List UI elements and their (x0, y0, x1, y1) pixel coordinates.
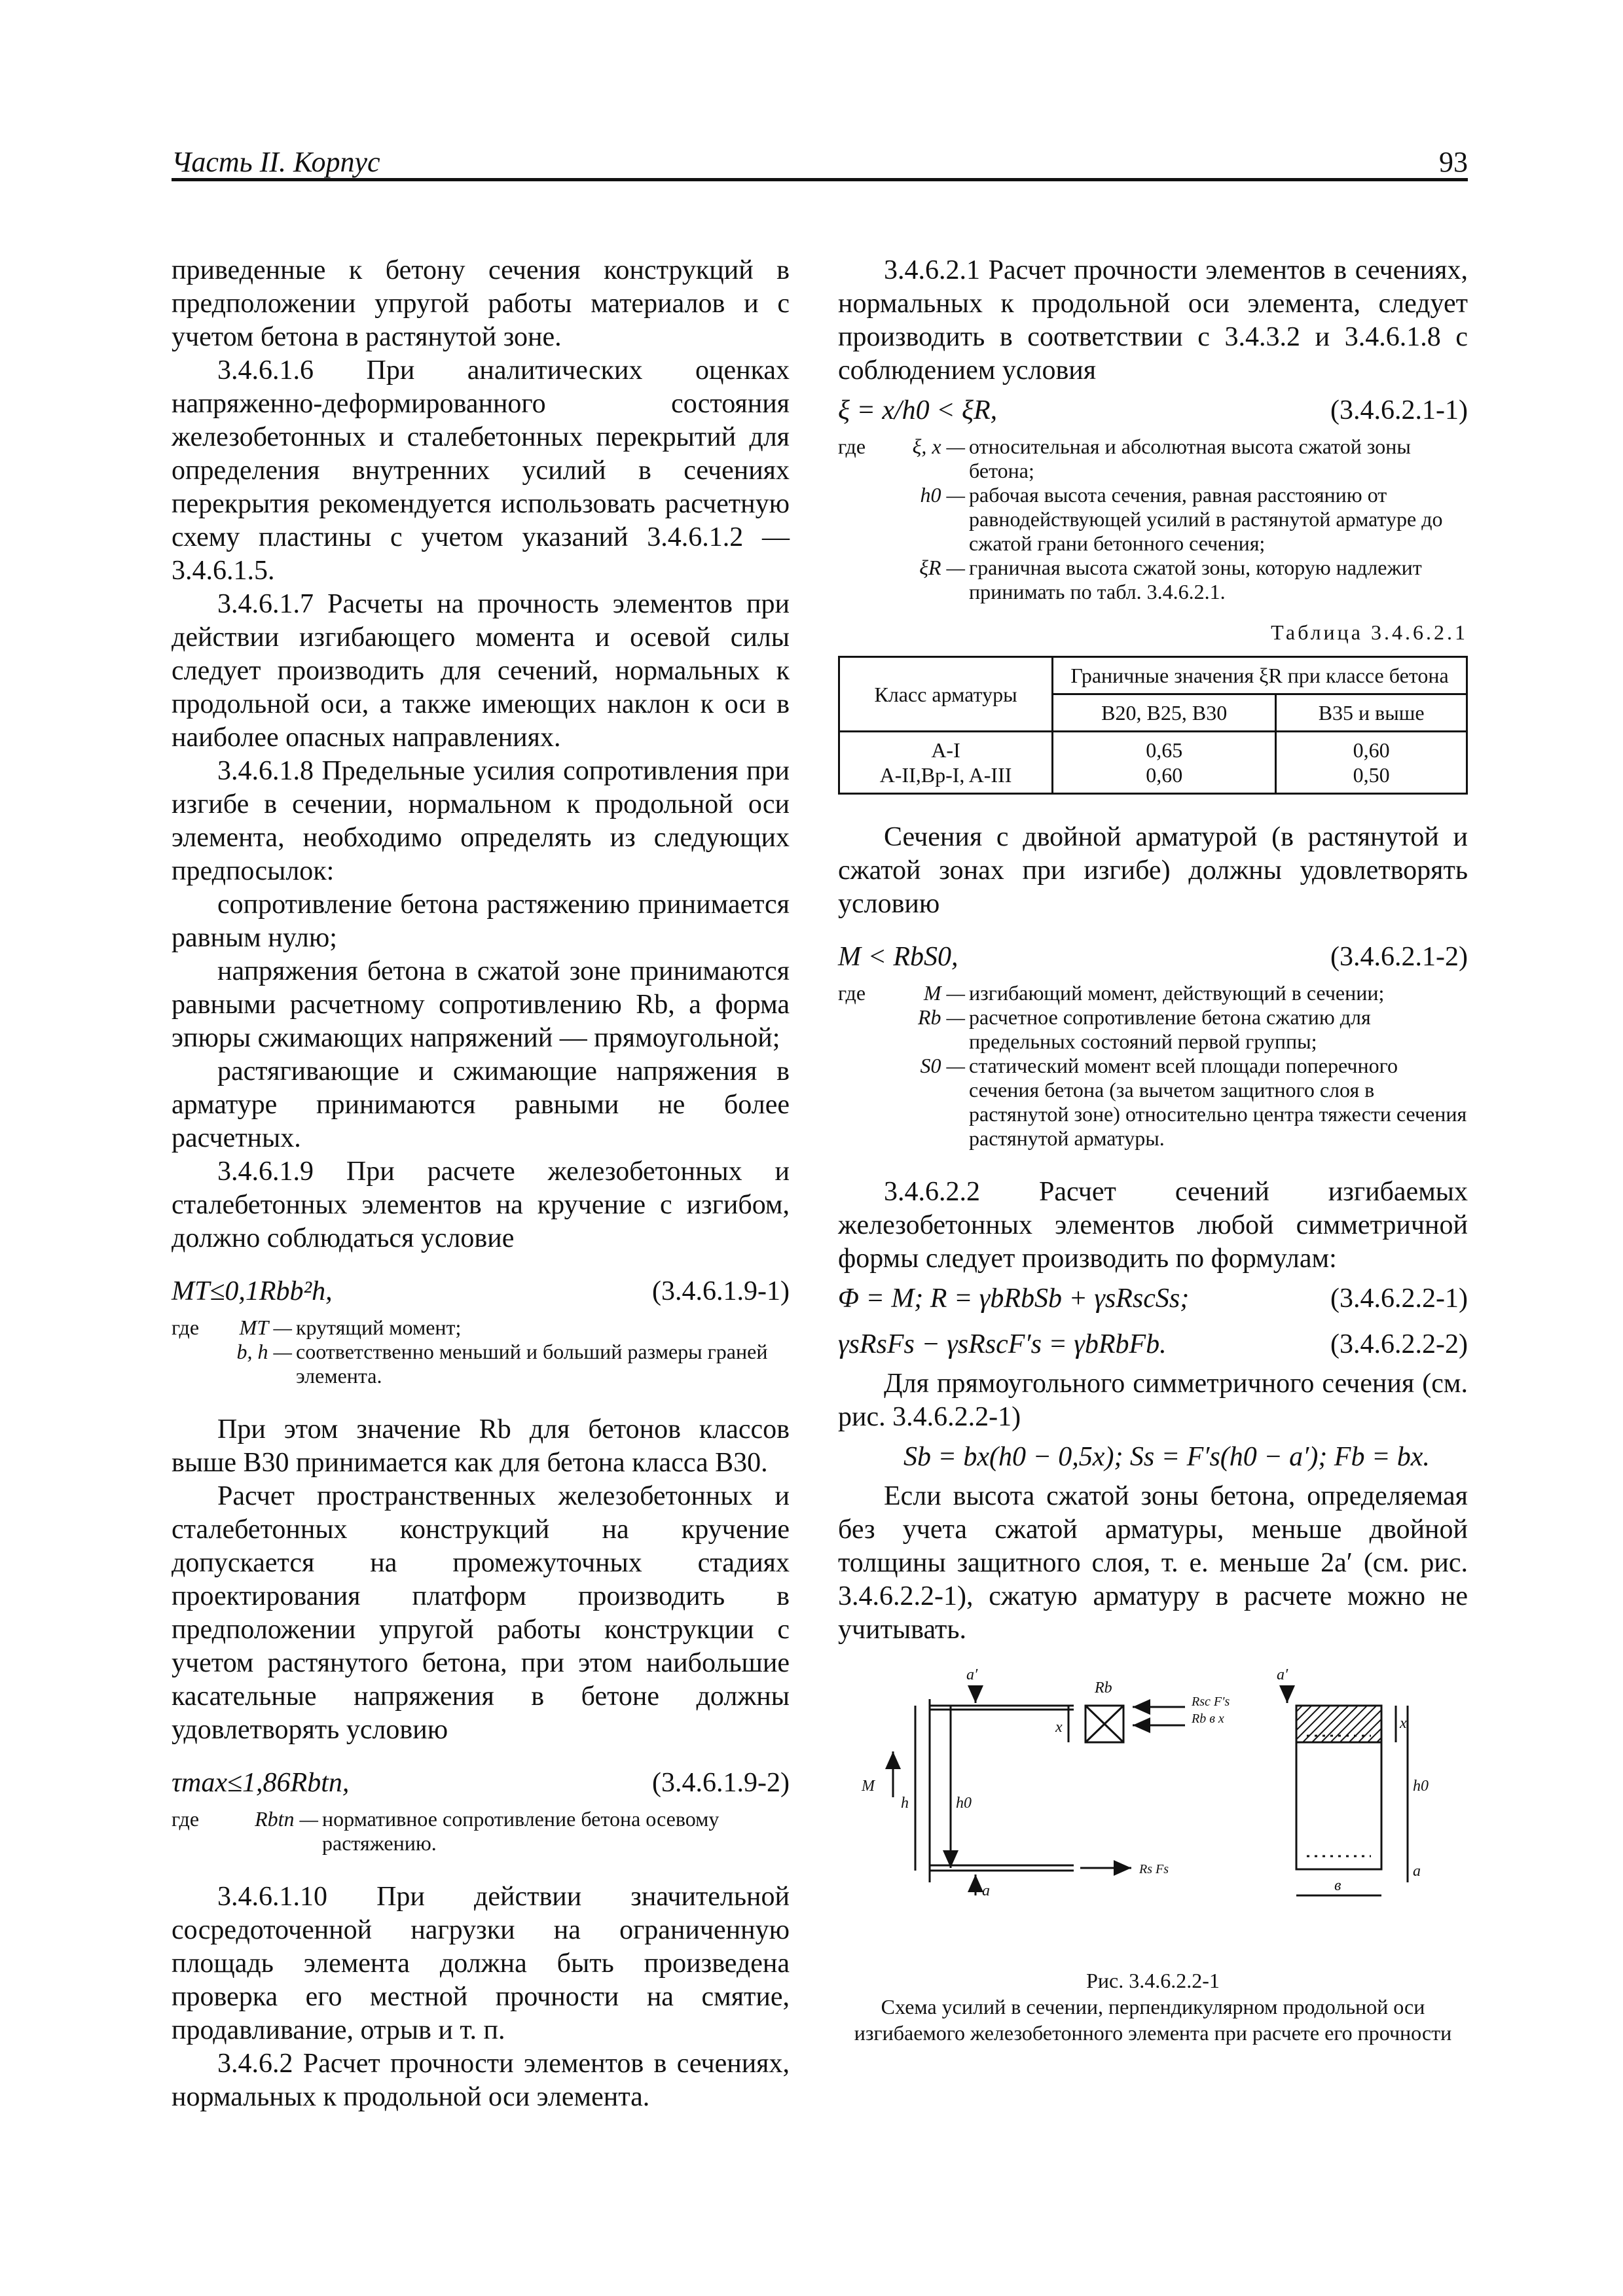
label-x2: x (1400, 1715, 1407, 1732)
paragraph: Сечения с двойной арматурой (в растянутой и сжатой зонах при изгибе) должны удовлетворять условию (838, 822, 1468, 919)
label-b: в (1334, 1877, 1341, 1894)
label-rbbx: Rb в x (1192, 1712, 1224, 1726)
label-a-top2: a′ (1277, 1666, 1288, 1683)
label-x: x (1055, 1719, 1063, 1736)
table-caption: Таблица 3.4.6.2.1 (1271, 620, 1468, 644)
label-rs: Rs Fs (1139, 1862, 1169, 1876)
where-block (838, 981, 1468, 1151)
formula-expression: ξ = x/h0 < ξR, (838, 395, 998, 425)
formula (838, 1434, 1468, 1480)
label-h0: h0 (956, 1795, 972, 1812)
where-row: Rb — расчетное сопротивление бетона сжатию для предельных состояний первой группы; (918, 1005, 1371, 1053)
table-row (839, 732, 1467, 794)
formula-number: (3.4.6.2.2-2) (1330, 1329, 1468, 1359)
table-cell: 0,60 0,50 (1276, 732, 1467, 794)
paragraph: 3.4.6.2.2 Расчет сечений изгибаемых железобетонных элементов любой симметричной формы следует производить по формулам: (838, 1177, 1468, 1274)
label-a-bottom: a (982, 1882, 990, 1899)
label-a2: a (1413, 1863, 1421, 1880)
paragraph: Расчет пространственных железобетонных и сталебетонных конструкций на кручение допускается на промежуточных стадиях проектирования платформ производить в предположении упругой работы конструкции с учетом растянутого бетона, при этом наибольшие касательные напряжения в бетоне должны удовлетворять условию (172, 1481, 790, 1745)
running-header (172, 145, 1468, 179)
where-block (172, 1316, 790, 1388)
paragraph: напряжения бетона в сжатой зоне принимаются равными расчетному сопротивлению Rb, а форма эпюры сжимающих напряжений — прямоугольной; (172, 956, 790, 1053)
cross-section (1287, 1686, 1408, 1895)
right-column (838, 254, 1468, 2046)
formula-expression: Φ = M; R = γbRbSb + γsRscSs; (838, 1283, 1190, 1314)
formula-number: (3.4.6.2.1-1) (1330, 395, 1468, 425)
figure (838, 1660, 1468, 1961)
formula-expression: γsRsFs − γsRscF′s = γbRbFb. (838, 1329, 1167, 1359)
table-header-cell: Класс арматуры (839, 657, 1053, 732)
where-row: h0 — рабочая высота сечения, равная расстоянию от равнодействующей усилий в растянутой арматуре до сжатой грани бетонного сечения; (920, 483, 1443, 555)
paragraph: 3.4.6.2.1 Расчет прочности элементов в сечениях, нормальных к продольной оси элемента, следует производить в соответствии с 3.4.3.2 и 3.4.6.1.8 с соблюдением условия (838, 255, 1468, 386)
formula-number: (3.4.6.1.9-2) (652, 1768, 790, 1798)
section-diagram (838, 1660, 1468, 1961)
formula (838, 1321, 1468, 1367)
table-cell: 0,65 0,60 (1053, 732, 1276, 794)
left-column (172, 254, 790, 2114)
where-row: ξR — граничная высота сжатой зоны, которую надлежит принимать по табл. 3.4.6.2.1. (919, 556, 1422, 603)
formula (172, 1760, 790, 1806)
part-title: Часть II. Корпус (172, 146, 380, 178)
formula-number: (3.4.6.1.9-1) (652, 1276, 790, 1306)
formula-expression: τmax≤1,86Rbtn, (172, 1768, 350, 1798)
formula (172, 1268, 790, 1314)
paragraph: 3.4.6.1.9 При расчете железобетонных и сталебетонных элементов на кручение с изгибом, должно соблюдаться условие (172, 1157, 790, 1253)
formula (838, 1276, 1468, 1321)
where-row: S0 — статический момент всей площади поперечного сечения бетона (за вычетом защитного слоя в растянутой зоне) относительно центра тяжести сечения растянутой арматуры. (920, 1054, 1467, 1150)
paragraph: Если высота сжатой зоны бетона, определяемая без учета сжатой арматуры, меньше двойной толщины защитного слоя, т. е. меньше 2a′ (см. рис. 3.4.6.2.2-1), сжатую арматуру в расчете можно не учитывать. (838, 1481, 1468, 1645)
paragraph: При этом значение Rb для бетонов классов выше B30 принимается как для бетона класса B30. (172, 1414, 790, 1478)
label-h: h (901, 1795, 909, 1812)
formula (838, 934, 1468, 980)
where-block (838, 435, 1468, 604)
formula-number: (3.4.6.2.2-1) (1330, 1283, 1468, 1314)
table-header-cell: B20, B25, B30 (1053, 694, 1276, 732)
page-number: 93 (1439, 146, 1468, 178)
formula-expression: MT≤0,1Rbb²h, (172, 1276, 333, 1306)
figure-caption (838, 1967, 1468, 2046)
compressed-zone-hatch (1296, 1706, 1381, 1742)
paragraph: 3.4.6.1.7 Расчеты на прочность элементов при действии изгибающего момента и осевой силы следует производить для сечений, нормальных к продольной оси, а также имеющих наклон к оси в наиболее опасных направлениях. (172, 589, 790, 753)
paragraph: 3.4.6.1.8 Предельные усилия сопротивления при изгибе в сечении, нормальном к продольной оси элемента, необходимо определять из следующих предпосылок: (172, 756, 790, 886)
where-row: где ξ, x — относительная и абсолютная высота сжатой зоны бетона; (838, 435, 1411, 482)
formula-expression: M < RbS0, (838, 942, 958, 972)
label-m: M (862, 1778, 875, 1795)
header-rule (172, 178, 1468, 181)
paragraph: 3.4.6.1.10 При действии значительной сосредоточенной нагрузки на ограниченную площадь элемента должна быть произведена проверка его местной прочности на смятие, продавливание, отрыв и т. п. (172, 1882, 790, 2045)
formula-expression: Sb = bx(h0 − 0,5x); Ss = F′s(h0 − a′); Fb = bx. (903, 1442, 1430, 1472)
formula-number: (3.4.6.2.1-2) (1330, 942, 1468, 972)
table-header-cell: Граничные значения ξR при классе бетона (1053, 657, 1467, 694)
label-rb: Rb (1095, 1679, 1112, 1696)
table-header-cell: B35 и выше (1276, 694, 1467, 732)
where-row: b, h — соответственно меньший и больший размеры граней элемента. (236, 1340, 768, 1388)
paragraph: 3.4.6.1.6 При аналитических оценках напряженно-деформированного состояния железобетонных и сталебетонных перекрытий для определения внутренних усилий в сечениях перекрытия рекомендуется использовать расчетную схему пластины с учетом указаний 3.4.6.1.2 — 3.4.6.1.5. (172, 355, 790, 586)
figure-number: Рис. 3.4.6.2.2-1 (1086, 1969, 1220, 1992)
table-cell: A-I A-II,Bp-I, A-III (839, 732, 1053, 794)
table-header-row (839, 657, 1467, 694)
label-a-top: a′ (966, 1666, 978, 1683)
where-row: где Rbtn — нормативное сопротивление бетона осевому растяжению. (172, 1807, 720, 1855)
paragraph: сопротивление бетона растяжению принимается равным нулю; (172, 889, 790, 953)
paragraph: Для прямоугольного симметричного сечения (см. рис. 3.4.6.2.2-1) (838, 1369, 1468, 1432)
where-row: где MT — крутящий момент; (172, 1316, 462, 1339)
where-row: где M — изгибающий момент, действующий в сечении; (838, 981, 1385, 1005)
where-block (172, 1807, 790, 1856)
paragraph: растягивающие и сжимающие напряжения в арматуре принимаются равными не более расчетных. (172, 1056, 790, 1153)
paragraph: 3.4.6.2 Расчет прочности элементов в сечениях, нормальных к продольной оси элемента. (172, 2049, 790, 2112)
paragraph: приведенные к бетону сечения конструкций в предположении упругой работы материалов и с учетом бетона в растянутой зоне. (172, 255, 790, 352)
label-rsc: Rsc F′s (1192, 1695, 1230, 1709)
label-h0-2: h0 (1413, 1778, 1429, 1795)
data-table (838, 656, 1468, 795)
formula (838, 387, 1468, 433)
figure-caption-text: Схема усилий в сечении, перпендикулярном продольной оси изгибаемого железобетонного элемента при расчете его прочности (854, 1995, 1452, 2045)
